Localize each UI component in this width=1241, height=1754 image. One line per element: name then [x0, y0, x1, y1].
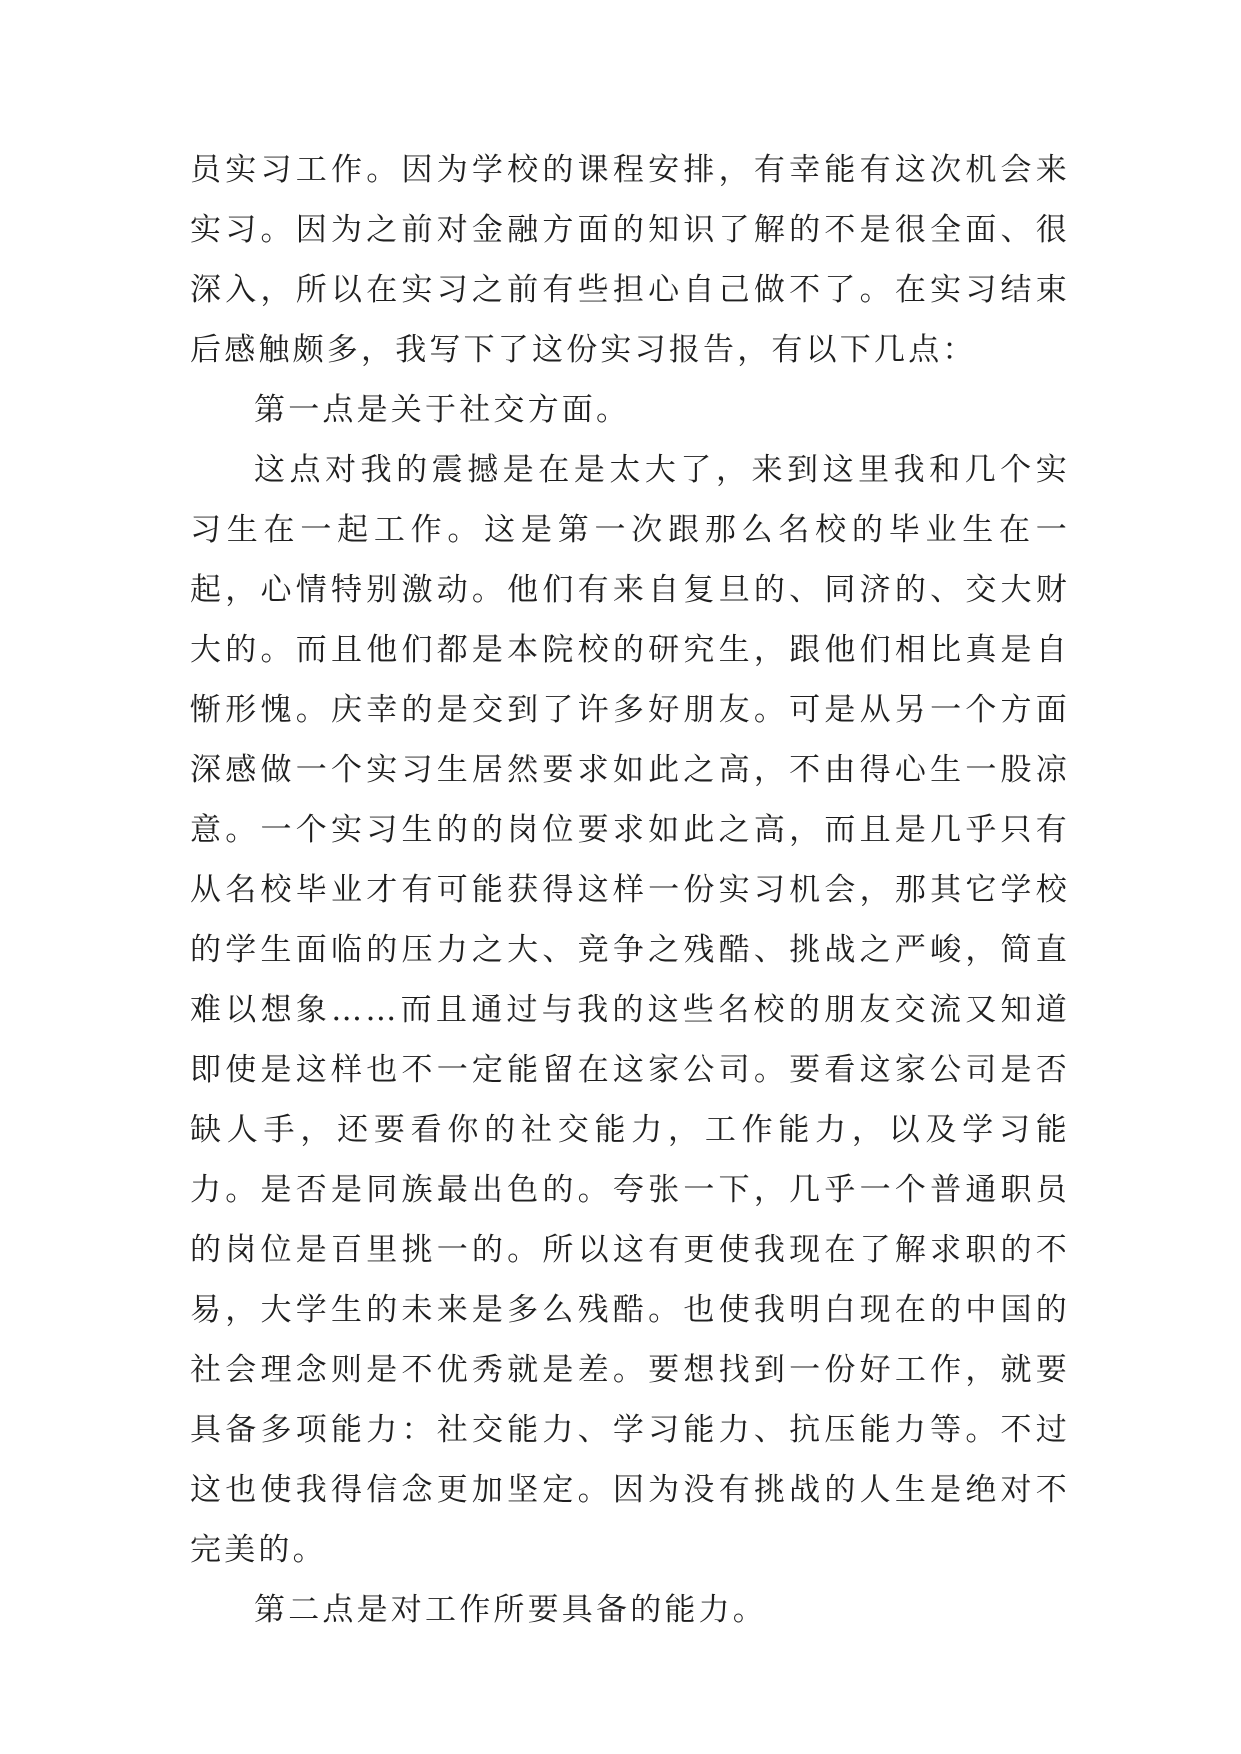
paragraph-intro: 员实习工作。因为学校的课程安排，有幸能有这次机会来实习。因为之前对金融方面的知识了解的不是很全面、很深入，所以在实习之前有些担心自己做不了。在实习结束后感触颇多，我写下了这份实习报告，有以下几点： — [190, 152, 1070, 368]
heading-point-two: 第二点是对工作所要具备的能力。 — [254, 1592, 767, 1628]
heading-point-one: 第一点是关于社交方面。 — [254, 392, 631, 428]
document-body — [190, 140, 1070, 1640]
paragraph-social: 这点对我的震撼是在是太大了，来到这里我和几个实习生在一起工作。这是第一次跟那么名校的毕业生在一起，心情特别激动。他们有来自复旦的、同济的、交大财大的。而且他们都是本院校的研究生，跟他们相比真是自惭形愧。庆幸的是交到了许多好朋友。可是从另一个方面深感做一个实习生居然要求如此之高，不由得心生一股凉意。一个实习生的的岗位要求如此之高，而且是几乎只有从名校毕业才有可能获得这样一份实习机会，那其它学校的学生面临的压力之大、竞争之残酷、挑战之严峻，简直难以想象……而且通过与我的这些名校的朋友交流又知道即使是这样也不一定能留在这家公司。要看这家公司是否缺人手，还要看你的社交能力，工作能力，以及学习能力。是否是同族最出色的。夸张一下，几乎一个普通职员的岗位是百里挑一的。所以这有更使我现在了解求职的不易，大学生的未来是多么残酷。也使我明白现在的中国的社会理念则是不优秀就是差。要想找到一份好工作，就要具备多项能力：社交能力、学习能力、抗压能力等。不过这也使我得信念更加坚定。因为没有挑战的人生是绝对不完美的。 — [190, 452, 1070, 1568]
